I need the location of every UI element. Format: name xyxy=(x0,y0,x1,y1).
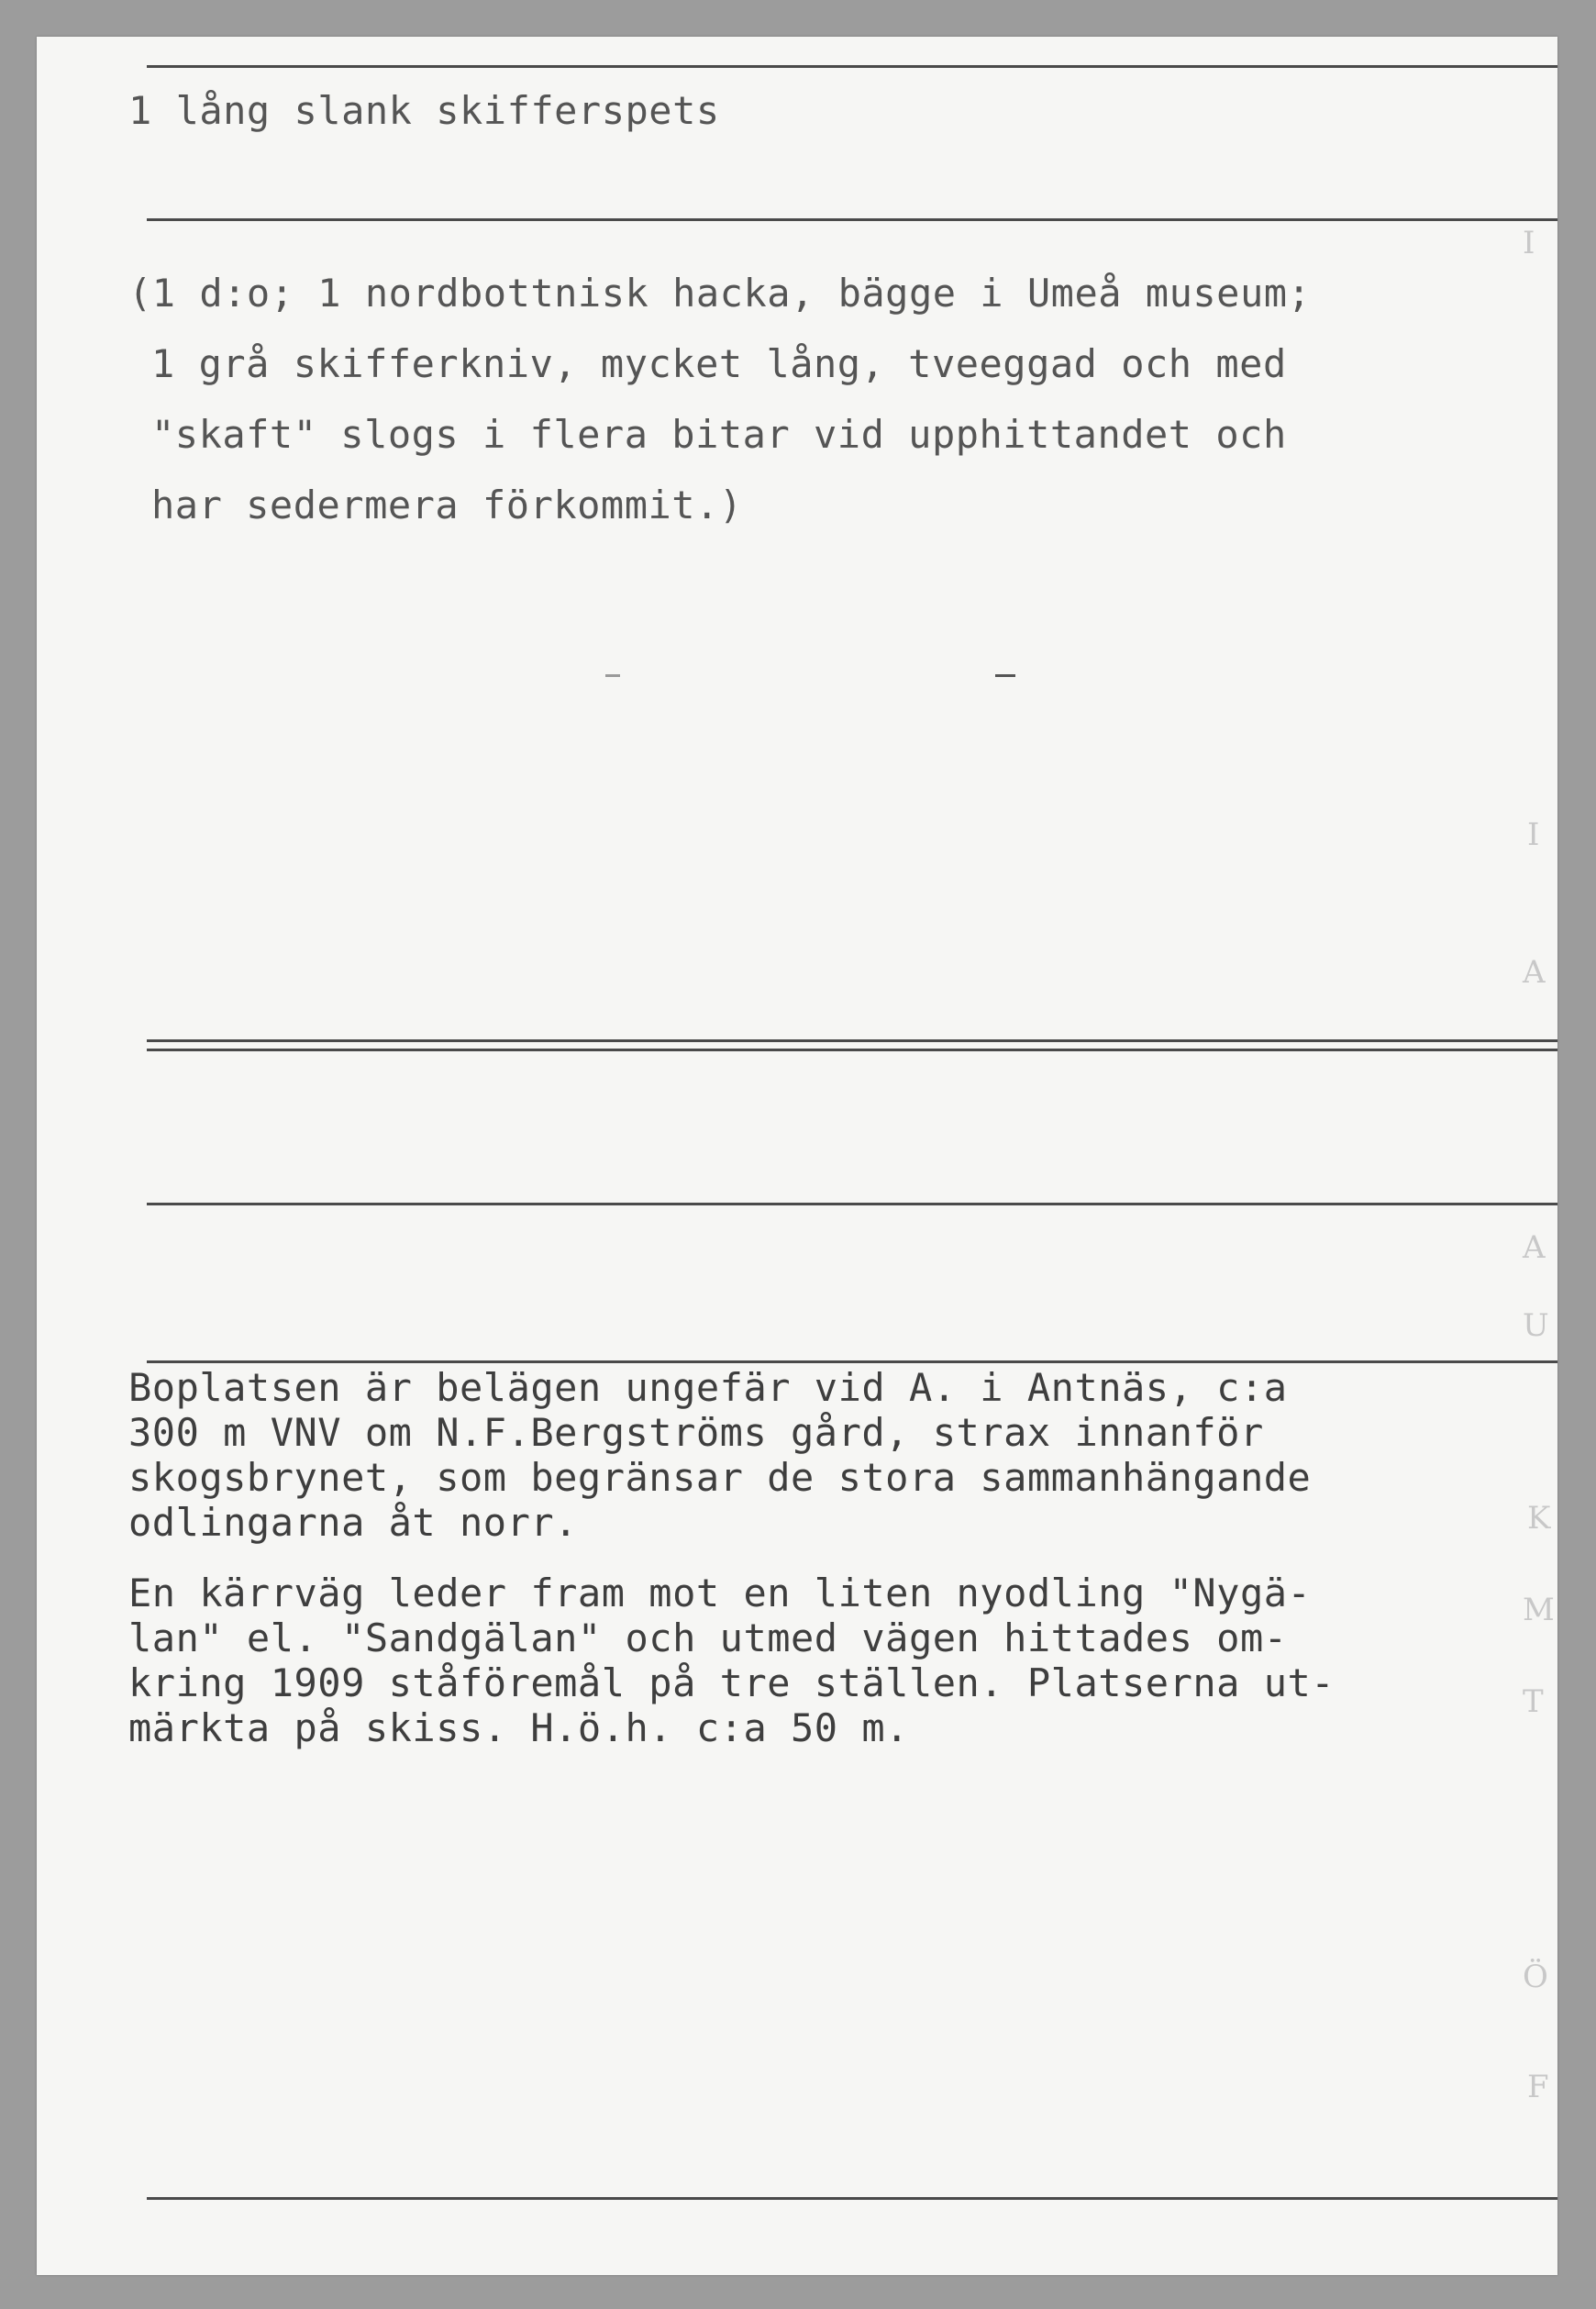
margin-letter: M xyxy=(1523,1592,1555,1628)
catalog-card xyxy=(37,37,1557,2275)
margin-letter: A xyxy=(1523,954,1546,991)
margin-letter: I xyxy=(1523,225,1535,261)
stray-mark xyxy=(995,674,1015,677)
description-line: märkta på skiss. H.ö.h. c:a 50 m. xyxy=(128,1705,909,1750)
location-line: 300 m VNV om N.F.Bergströms gård, strax innanför xyxy=(128,1410,1264,1455)
margin-letter: T xyxy=(1523,1683,1544,1720)
rule-mid-b xyxy=(147,1049,1557,1051)
location-line: Boplatsen är belägen ungefär vid A. i Antnäs, c:a xyxy=(128,1365,1288,1410)
margin-letter: Ö xyxy=(1523,1959,1548,1995)
note-line: 1 grå skifferkniv, mycket lång, tveeggad och med xyxy=(151,341,1287,386)
location-line: odlingarna åt norr. xyxy=(128,1500,578,1545)
rule-bottom xyxy=(147,2197,1557,2200)
rule-location xyxy=(147,1360,1557,1363)
note-line: "skaft" slogs i flera bitar vid upphittandet och xyxy=(151,412,1287,457)
margin-letter: F xyxy=(1527,2069,1549,2105)
margin-letter: U xyxy=(1523,1307,1549,1344)
margin-letter: A xyxy=(1523,1229,1546,1266)
note-line: har sedermera förkommit.) xyxy=(151,483,743,527)
rule-top xyxy=(147,65,1557,68)
margin-letter: K xyxy=(1527,1500,1551,1537)
margin-letter: I xyxy=(1527,816,1540,853)
description-line: kring 1909 ståföremål på tre ställen. Platserna ut- xyxy=(128,1660,1336,1705)
rule-mid-c xyxy=(147,1203,1557,1205)
rule-mid-a xyxy=(147,1039,1557,1042)
location-line: skogsbrynet, som begränsar de stora sammanhängande xyxy=(128,1455,1312,1500)
rule-item xyxy=(147,218,1557,221)
note-line: (1 d:o; 1 nordbottnisk hacka, bägge i Umeå museum; xyxy=(128,271,1312,316)
item-line: 1 lång slank skifferspets xyxy=(128,88,720,133)
description-line: En kärrväg leder fram mot en liten nyodling "Nygä- xyxy=(128,1571,1312,1615)
description-line: lan" el. "Sandgälan" och utmed vägen hittades om- xyxy=(128,1615,1288,1660)
stray-mark xyxy=(605,674,620,677)
